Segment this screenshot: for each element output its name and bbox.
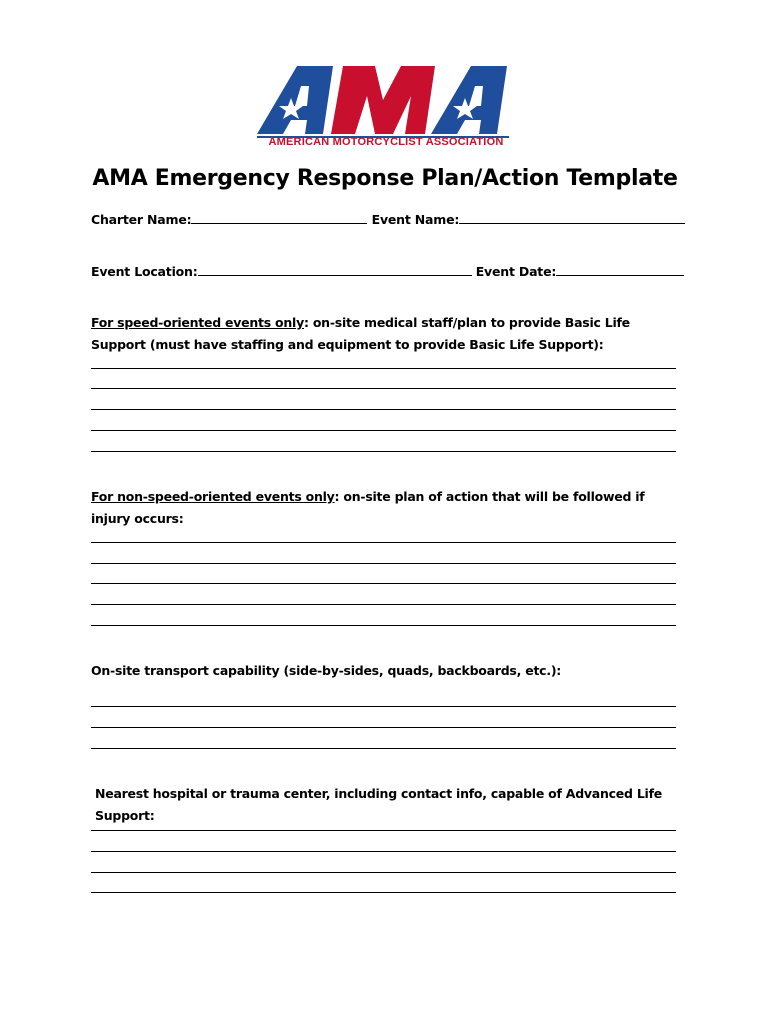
page-title: AMA Emergency Response Plan/Action Template	[92, 166, 678, 191]
speed-answer-line[interactable]	[91, 430, 676, 431]
non-speed-section-text: : on-site plan of action that will be followed if injury occurs:	[91, 489, 645, 526]
speed-section-text: : on-site medical staff/plan to provide Basic Life Support (must have staffing and equipment to provide Basic Life Support):	[91, 315, 630, 352]
charter-name-label: Charter Name:	[91, 212, 192, 227]
speed-answer-line[interactable]	[91, 368, 676, 369]
non-speed-answer-line[interactable]	[91, 625, 676, 626]
event-date-field[interactable]	[556, 263, 684, 276]
transport-answer-line[interactable]	[91, 748, 676, 749]
non-speed-section-underlined: For non-speed-oriented events only	[91, 489, 335, 504]
hospital-section-heading: Nearest hospital or trauma center, including contact info, capable of Advanced Life Support:	[95, 786, 662, 823]
location-date-row	[91, 263, 684, 279]
speed-answer-line[interactable]	[91, 409, 676, 410]
event-date-label: Event Date:	[475, 264, 557, 279]
event-location-label: Event Location:	[91, 264, 198, 279]
hospital-answer-line[interactable]	[91, 872, 676, 873]
non-speed-answer-line[interactable]	[91, 542, 676, 543]
transport-answer-line[interactable]	[91, 727, 676, 728]
charter-name-field[interactable]	[191, 211, 367, 224]
non-speed-section-heading	[91, 486, 683, 530]
non-speed-answer-line[interactable]	[91, 583, 676, 584]
hospital-answer-line[interactable]	[91, 851, 676, 852]
event-name-field[interactable]	[459, 211, 685, 224]
speed-section-heading	[91, 312, 683, 356]
speed-answer-line[interactable]	[91, 388, 676, 389]
logo-caption: AMERICAN MOTORCYCLIST ASSOCIATION	[268, 136, 504, 148]
charter-event-row	[91, 211, 685, 227]
hospital-answer-line[interactable]	[91, 830, 676, 831]
transport-section-heading: On-site transport capability (side-by-sides, quads, backboards, etc.):	[91, 663, 562, 678]
transport-answer-line[interactable]	[91, 706, 676, 707]
event-name-label: Event Name:	[371, 212, 460, 227]
non-speed-answer-line[interactable]	[91, 563, 676, 564]
event-location-field[interactable]	[198, 263, 472, 276]
hospital-answer-line[interactable]	[91, 892, 676, 893]
non-speed-answer-line[interactable]	[91, 604, 676, 605]
speed-answer-line[interactable]	[91, 451, 676, 452]
speed-section-underlined: For speed-oriented events only	[91, 315, 304, 330]
